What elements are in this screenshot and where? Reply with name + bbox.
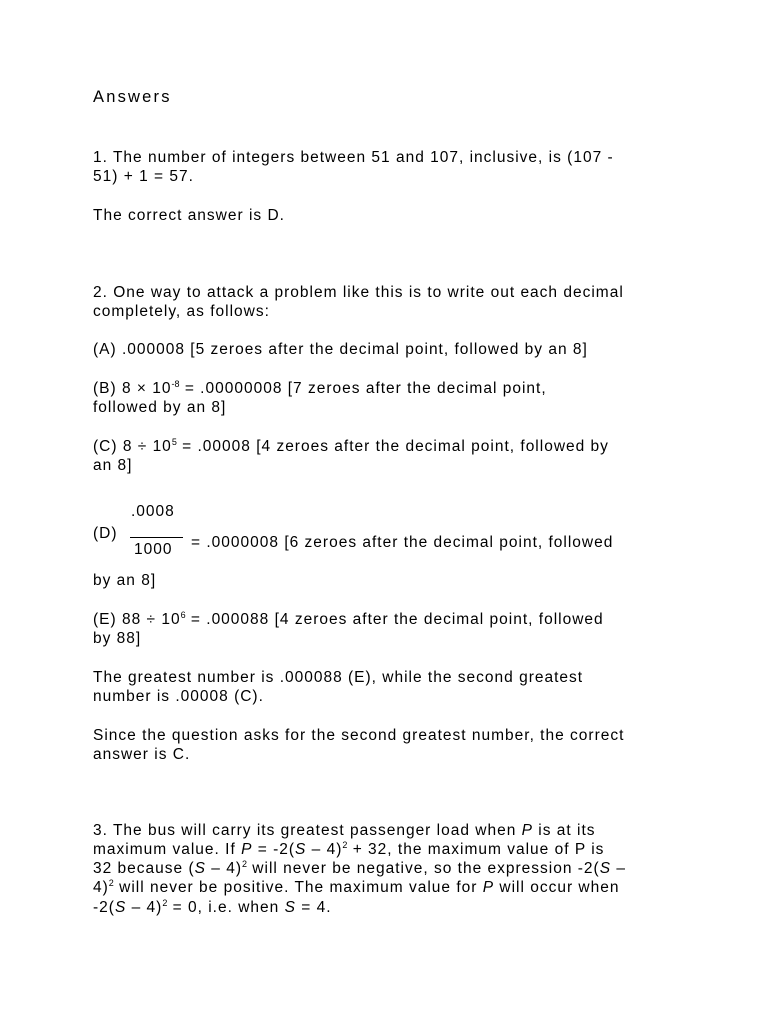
q2-intro-line-2: completely, as follows: [93, 303, 270, 320]
q1-line-2: 51) + 1 = 57. [93, 168, 194, 185]
q3-var-s: S [114, 899, 127, 916]
q2-since-line-1: Since the question asks for the second greatest number, the correct [93, 727, 625, 744]
q2-greatest-line-1: The greatest number is .000088 (E), while the second greatest [93, 669, 584, 686]
q3-text: maximum value. If [93, 841, 242, 858]
q3-exponent: 2 [162, 898, 168, 908]
q3-text: 32 because ( [93, 860, 195, 877]
q3-var-s: S [284, 899, 296, 916]
q2-greatest-line-2: number is .00008 (C). [93, 688, 264, 705]
q2-option-a: (A) .000008 [5 zeroes after the decimal point, followed by an 8] [93, 341, 588, 358]
q3-text: will occur when [494, 879, 620, 896]
q2-option-e-exponent: 6 [180, 610, 186, 620]
q2-option-d-fraction-bar [130, 537, 183, 538]
q2-option-c-line-2: an 8] [93, 457, 133, 474]
q3-line-5 [93, 898, 332, 917]
q3-text: will never be positive. The maximum value for [113, 879, 483, 896]
q2-intro-line-1: 2. One way to attack a problem like this is to write out each decimal [93, 284, 624, 301]
q2-option-e-pre: (E) 88 ÷ 10 [93, 611, 181, 628]
q3-text: – 4) [126, 899, 163, 916]
q2-option-b-exponent: -8 [171, 379, 180, 389]
q2-option-e-post: = .000088 [4 zeroes after the decimal point, followed [185, 611, 604, 628]
q2-option-e-line-2: by 88] [93, 630, 142, 647]
q2-option-c-pre: (C) 8 ÷ 10 [93, 438, 172, 455]
q3-line-1 [93, 821, 596, 840]
q3-text: is at its [532, 822, 596, 839]
q3-var-s: S [194, 860, 206, 877]
q3-text: + 32, the maximum value of P is [347, 841, 605, 858]
q3-text: 4) [93, 879, 109, 896]
q3-text: = 0, i.e. when [167, 899, 285, 916]
q3-var-s: S [295, 841, 307, 858]
q3-text: – 4) [205, 860, 242, 877]
q3-exponent: 2 [108, 878, 114, 888]
q3-line-3 [93, 859, 626, 878]
q1-answer: The correct answer is D. [93, 207, 285, 224]
q3-text: will never be negative, so the expression -2( [247, 860, 600, 877]
q3-text: -2( [93, 899, 115, 916]
q3-text: 3. The bus will carry its greatest passenger load when [93, 822, 522, 839]
q2-option-d-numerator: .0008 [131, 503, 175, 520]
q3-var-s: S [599, 860, 612, 877]
q2-option-d-text: = .0000008 [6 zeroes after the decimal point, followed [191, 534, 614, 551]
q2-option-c-post: = .00008 [4 zeroes after the decimal point, followed by [176, 438, 609, 455]
q2-option-b-line-2: followed by an 8] [93, 399, 227, 416]
q1-line-1: 1. The number of integers between 51 and 107, inclusive, is (107 - [93, 149, 614, 166]
q2-option-b [93, 379, 547, 398]
page-title: Answers [93, 88, 172, 106]
q3-exponent: 2 [241, 859, 247, 869]
q2-option-c-exponent: 5 [171, 437, 177, 447]
q3-text: = 4. [295, 899, 332, 916]
q2-since-line-2: answer is C. [93, 746, 191, 763]
q3-var-p: P [482, 879, 495, 896]
q3-var-p: P [241, 841, 253, 858]
q2-option-c [93, 437, 609, 456]
q3-text: – 4) [306, 841, 343, 858]
q2-option-d-label: (D) [93, 525, 118, 542]
q3-line-2 [93, 840, 604, 859]
q2-option-d-line-2: by an 8] [93, 572, 157, 589]
q3-text: = -2( [252, 841, 296, 858]
q2-option-e [93, 610, 604, 629]
q3-exponent: 2 [342, 840, 348, 850]
q3-text: – [611, 860, 626, 877]
q3-var-p: P [521, 822, 533, 839]
q2-option-d-denominator: 1000 [134, 541, 173, 558]
q3-line-4 [93, 878, 619, 897]
q2-option-b-pre: (B) 8 × 10 [93, 380, 172, 397]
q2-option-b-post: = .00000008 [7 zeroes after the decimal point, [179, 380, 547, 397]
